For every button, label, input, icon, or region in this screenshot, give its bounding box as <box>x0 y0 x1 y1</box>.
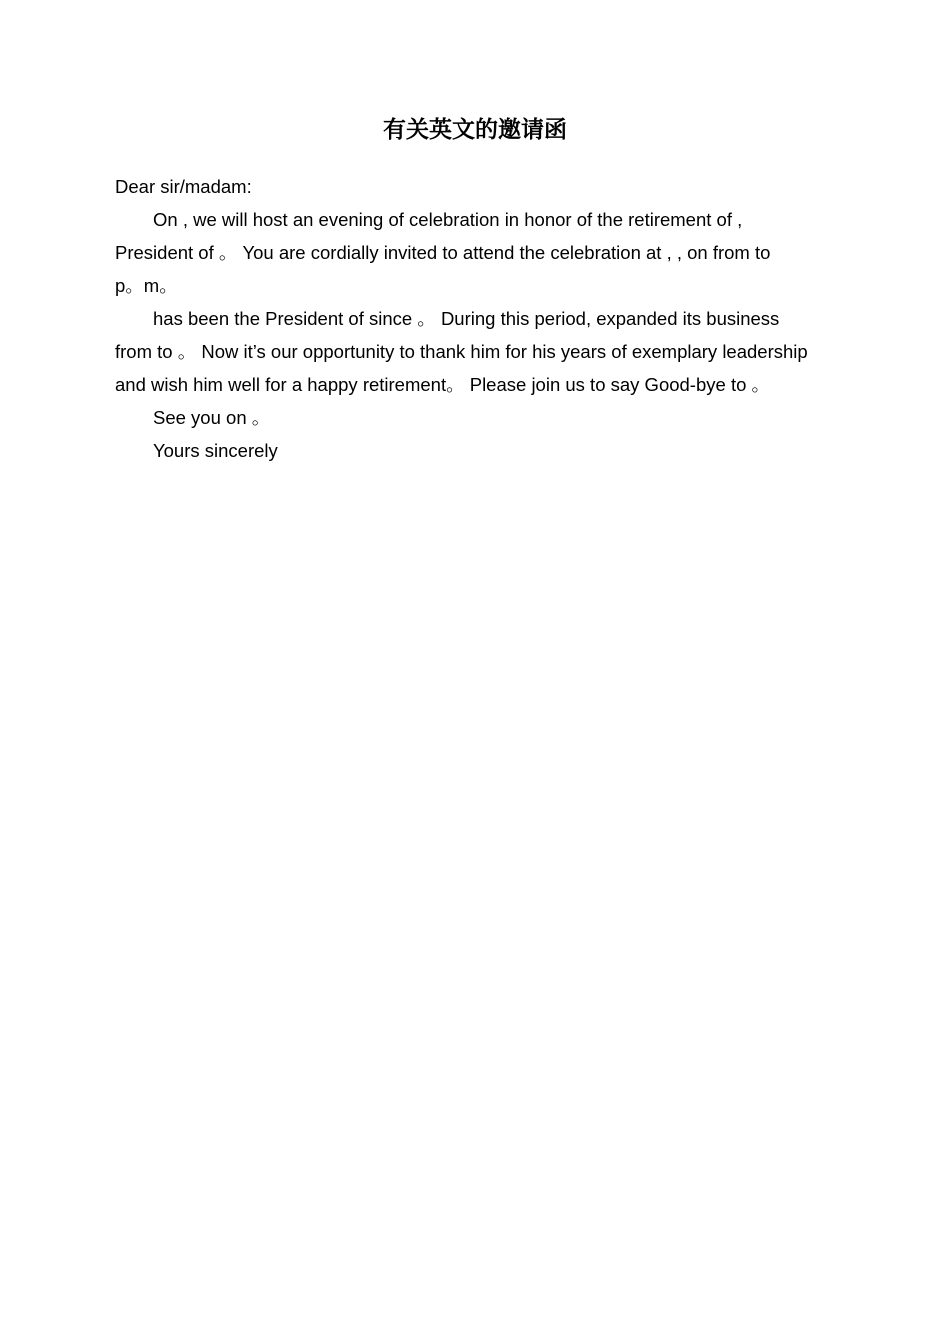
paragraph-invitation <box>115 203 839 302</box>
paragraph-line: and wish him well for a happy retirement。 Please join us to say Good-bye to 。 <box>115 374 771 395</box>
salutation: Dear sir/madam: <box>115 176 252 197</box>
paragraph-line: President of 。 You are cordially invited to attend the celebration at , , on from to <box>115 242 771 263</box>
paragraph-line: p。m。 <box>115 275 178 296</box>
paragraph-line: from to 。 Now it’s our opportunity to thank him for his years of exemplary leadership <box>115 341 808 362</box>
signoff: Yours sincerely <box>153 440 278 461</box>
paragraph-tribute <box>115 302 839 401</box>
paragraph-line: has been the President of since 。 During this period, expanded its business <box>153 308 780 329</box>
letter-body <box>115 170 839 467</box>
closing-line: See you on 。 <box>153 407 271 428</box>
page-title: 有关英文的邀请函 <box>383 117 567 143</box>
paragraph-line: On , we will host an evening of celebration in honor of the retirement of , <box>153 209 743 230</box>
